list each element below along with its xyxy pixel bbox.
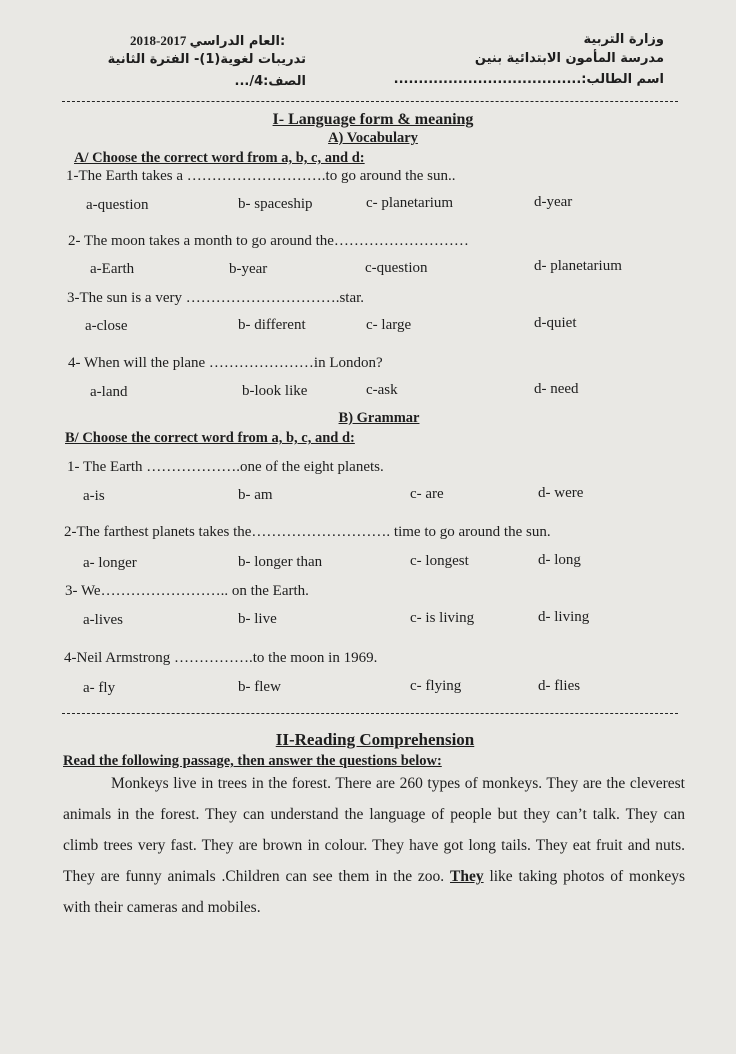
vocab-q1-option-d: d-year — [534, 194, 573, 210]
vocab-question-1: 1-The Earth takes a ……………………….to go around the sun.. — [66, 168, 456, 184]
grammar-question-1: 1- The Earth ……………….one of the eight planets. — [67, 459, 384, 475]
vocab-q2-option-d: d- planetarium — [534, 258, 622, 274]
vocab-q1-option-a: a-question — [86, 197, 149, 213]
school-year — [130, 33, 285, 49]
exercise-title: تدريبات لغوية(1)- الفترة الثانية — [107, 52, 306, 67]
section-divider — [62, 713, 678, 714]
vocab-q3-option-b: b- different — [238, 317, 306, 333]
vocab-q3-option-a: a-close — [85, 318, 128, 334]
grammar-q2-option-a: a- longer — [83, 555, 137, 571]
section1-title: I- Language form & meaning — [272, 111, 474, 128]
grammar-q2-option-b: b- longer than — [238, 554, 323, 570]
vocab-q3-option-d: d-quiet — [534, 315, 577, 331]
ministry-name: وزارة التربية — [583, 32, 664, 47]
grammar-question-2: 2-The farthest planets takes the………………………. time to go around the sun. — [64, 524, 551, 540]
school-name: مدرسة المأمون الابتدائية بنين — [474, 51, 664, 66]
vocab-q1-option-b: b- spaceship — [238, 196, 313, 212]
section2-title: II-Reading Comprehension — [275, 730, 475, 749]
grammar-q4-option-d: d- flies — [538, 678, 581, 694]
grammar-q2-option-c: c- longest — [410, 553, 469, 569]
vocabulary-heading: A) Vocabulary — [328, 130, 418, 146]
passage-text: Monkeys live in trees in the forest. There are 260 types of monkeys. They are the cleverest animals in the forest. They can understand the language of people but they can’t talk. They can climb trees very fast. They are brown in colour. They have got long tails. They eat fruit and nuts. They are funny animals .Children can see them in the zoo. — [63, 775, 685, 885]
grammar-q3-option-d: d- living — [538, 609, 590, 625]
vocab-q4-option-c: c-ask — [366, 382, 398, 398]
vocab-q2-option-a: a-Earth — [90, 261, 135, 277]
header-divider — [62, 101, 678, 102]
grammar-q3-option-c: c- is living — [410, 610, 475, 626]
vocab-question-3: 3-The sun is a very ………………………….star. — [67, 290, 365, 306]
vocab-question-4: 4- When will the plane …………………in London? — [68, 355, 383, 371]
vocab-q4-option-d: d- need — [534, 381, 579, 397]
vocab-q4-option-b: b-look like — [242, 383, 308, 399]
vocab-question-2: 2- The moon takes a month to go around the……………………… — [68, 233, 469, 249]
vocab-q2-option-b: b-year — [229, 261, 268, 277]
grammar-q1-option-b: b- am — [238, 487, 273, 503]
grammar-q4-option-a: a- fly — [83, 680, 116, 696]
reading-instruction: Read the following passage, then answer the questions below: — [63, 753, 442, 769]
grammar-q3-option-b: b- live — [238, 611, 277, 627]
passage-paragraph — [63, 768, 685, 923]
grammar-q4-option-b: b- flew — [238, 679, 281, 695]
student-name-field: اسم الطالب:...................................... — [393, 72, 664, 87]
grammar-q3-option-a: a-lives — [83, 612, 123, 628]
school-year-label: العام الدراسي: — [189, 34, 286, 49]
vocabulary-instruction: A/ Choose the correct word from a, b, c, and d: — [74, 150, 365, 166]
class-field: الصف:4/... — [234, 74, 306, 89]
grammar-instruction: B/ Choose the correct word from a, b, c, and d: — [65, 430, 355, 446]
vocab-q3-option-c: c- large — [366, 317, 412, 333]
school-year-value: 2018-2017 — [130, 33, 187, 48]
passage-emphasis: They — [450, 868, 484, 885]
reading-passage — [63, 768, 685, 923]
grammar-q4-option-c: c- flying — [410, 678, 462, 694]
passage-text-end: like taking photos of monkeys with their cameras and mobiles. — [63, 868, 685, 916]
grammar-q2-option-d: d- long — [538, 552, 581, 568]
grammar-q1-option-c: c- are — [410, 486, 444, 502]
vocab-q1-option-c: c- planetarium — [366, 195, 454, 211]
vocab-q2-option-c: c-question — [365, 260, 428, 276]
grammar-heading: B) Grammar — [338, 410, 420, 426]
vocab-q4-option-a: a-land — [90, 384, 128, 400]
grammar-q1-option-a: a-is — [83, 488, 105, 504]
grammar-question-3: 3- We…………………….. on the Earth. — [65, 583, 309, 599]
grammar-question-4: 4-Neil Armstrong …………….to the moon in 1969. — [64, 650, 378, 666]
grammar-q1-option-d: d- were — [538, 485, 584, 501]
